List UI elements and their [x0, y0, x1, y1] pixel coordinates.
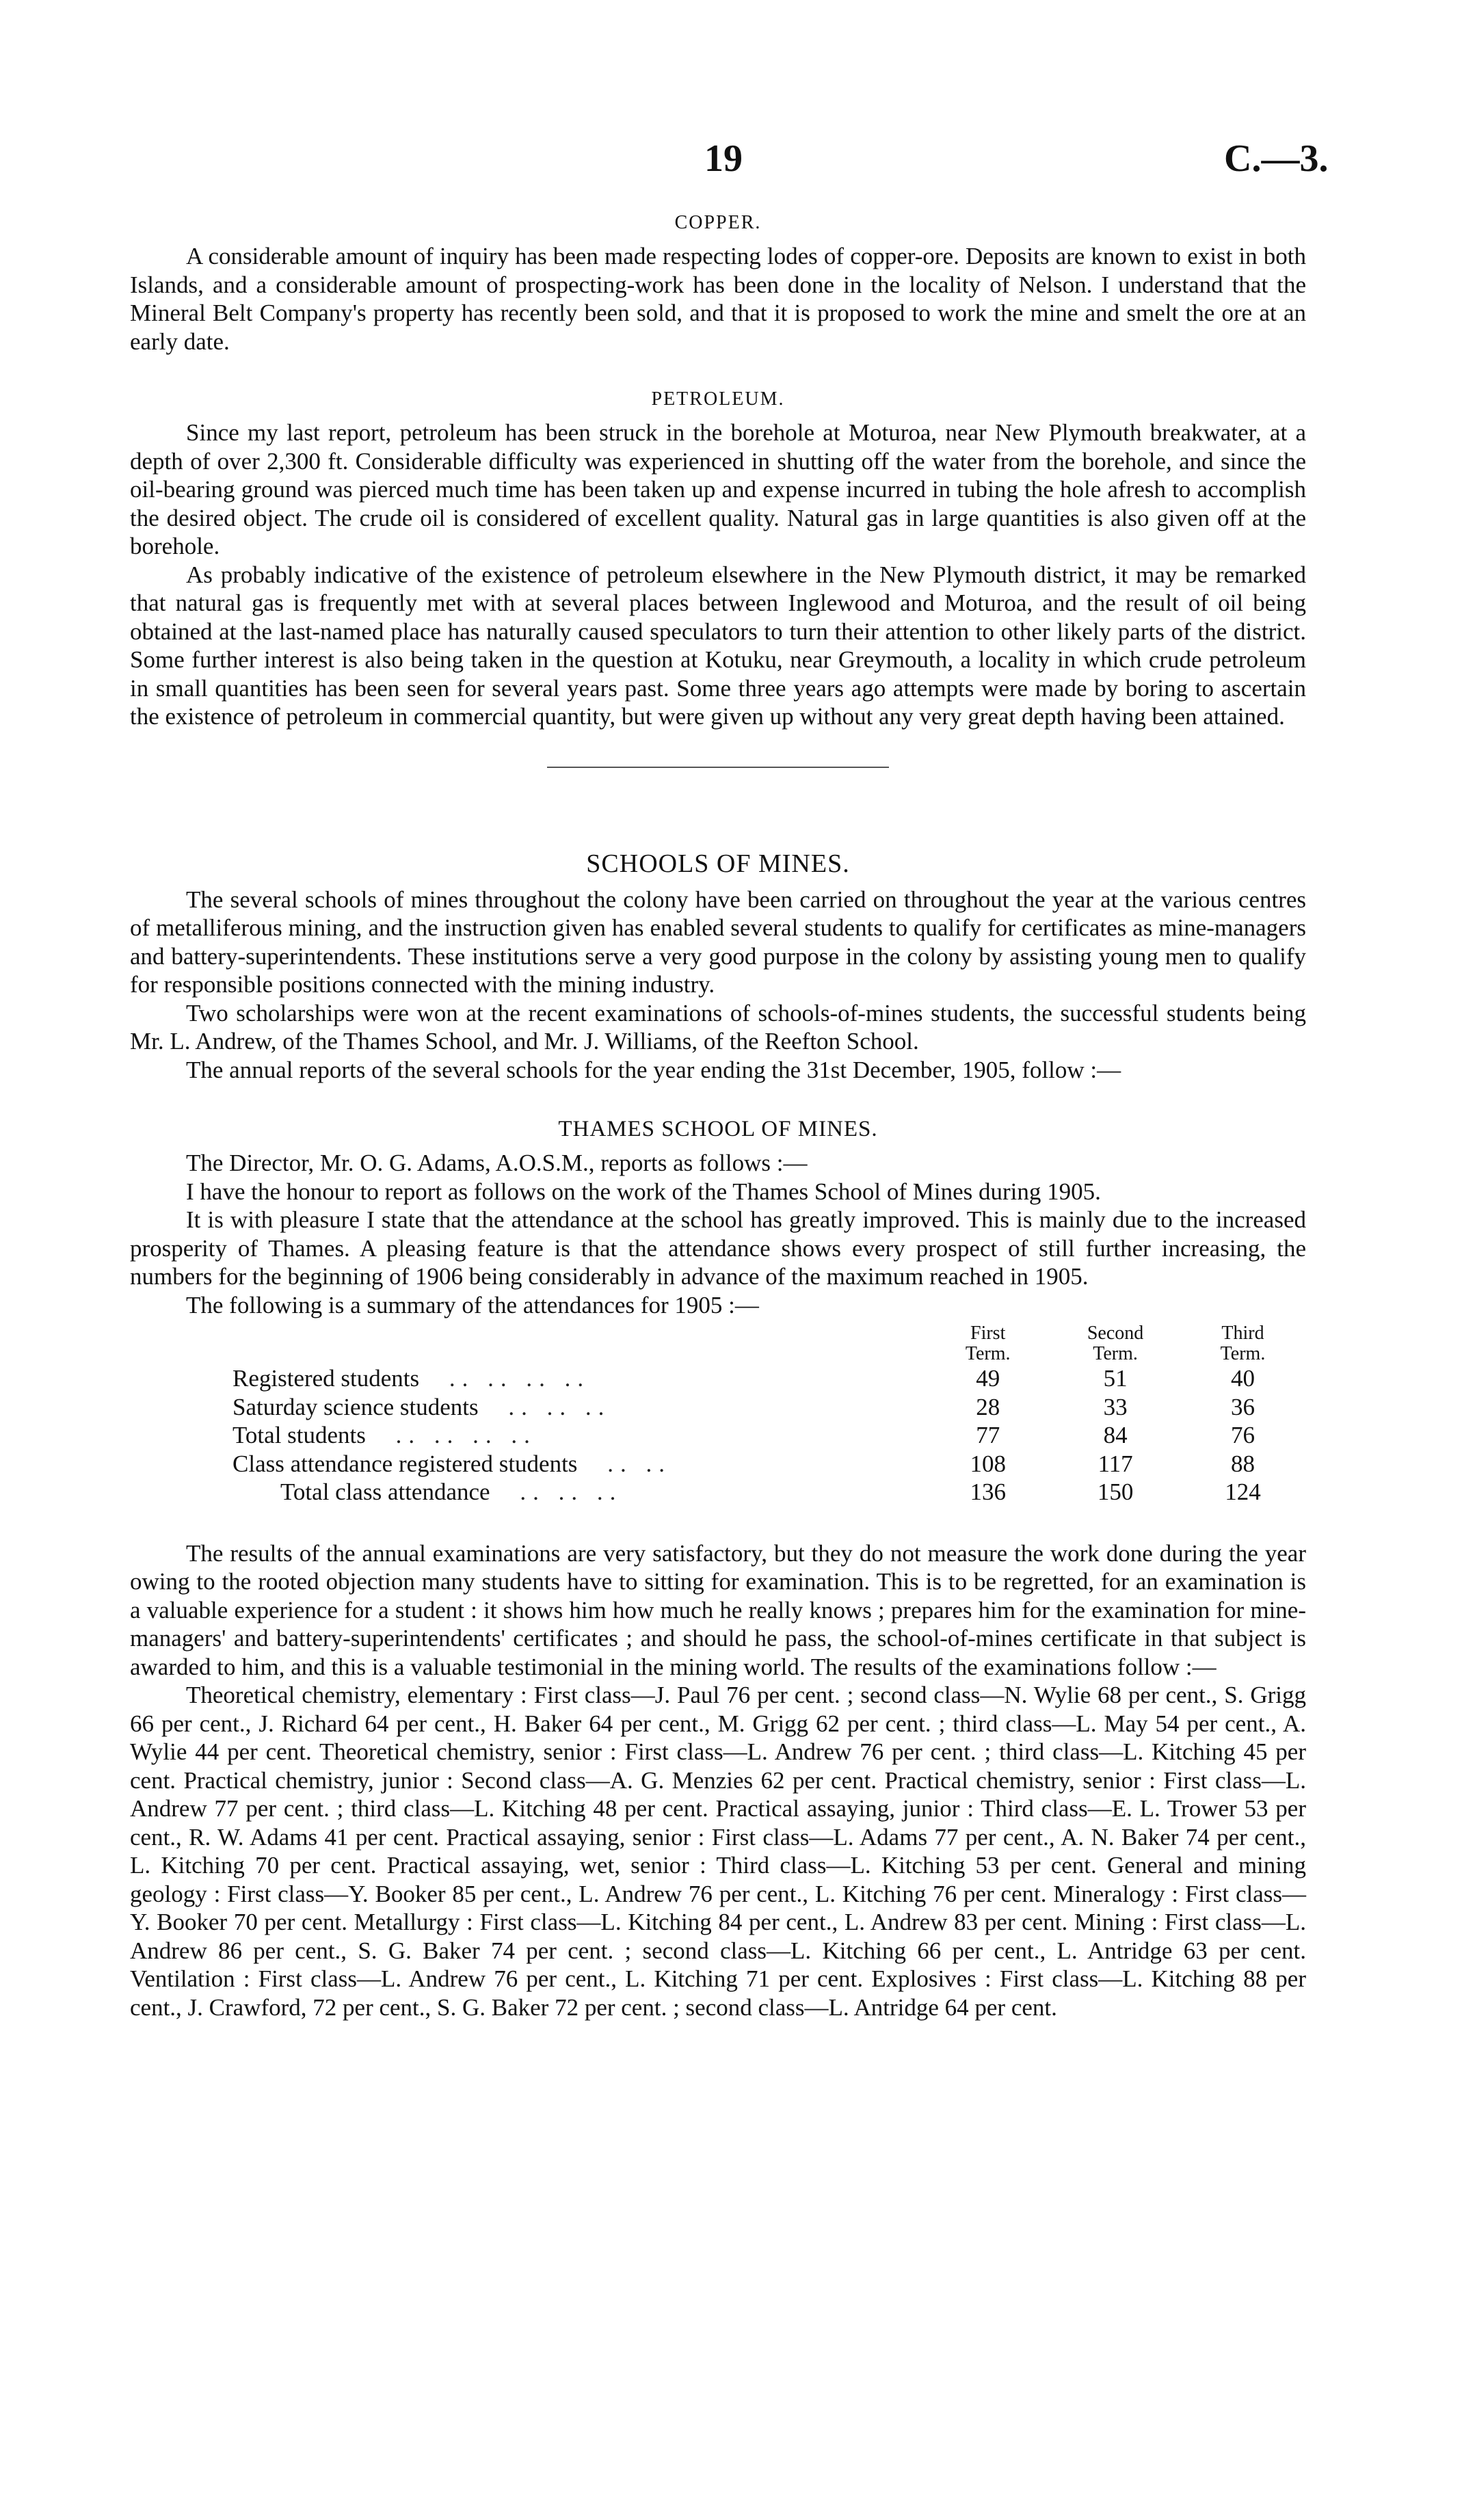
table-row: [232, 1421, 1306, 1450]
attendance-table: [232, 1323, 1306, 1507]
table-row: [232, 1450, 1306, 1478]
copper-section: [130, 212, 1306, 356]
row-label: Class attendance registered students .. ..: [232, 1450, 672, 1477]
table-cell: 84: [1103, 1422, 1128, 1448]
table-cell: 36: [1231, 1393, 1255, 1420]
table-cell: 108: [970, 1450, 1006, 1477]
copper-paragraph: A considerable amount of inquiry has been made respecting lodes of copper-ore. Deposits are known to exist in both Islands, and a considerable amount of prospecting-work has been done in the locality of Nelson. I understand that the Mineral Belt Company's property has recently been sold, and that it is proposed to work the mine and smelt the ore at an early date.: [130, 243, 1306, 355]
schools-paragraph-2: Two scholarships were won at the recent examinations of schools-of-mines students, the successful students being Mr. L. Andrew, of the Thames School, and Mr. J. Williams, of the Reefton School.: [130, 999, 1306, 1055]
table-cell: 76: [1231, 1422, 1255, 1448]
section-divider: [547, 767, 889, 768]
table-cell: 150: [1097, 1478, 1134, 1505]
table-cell: 77: [976, 1422, 1000, 1448]
thames-intro-1: The Director, Mr. O. G. Adams, A.O.S.M., reports as follows :—: [186, 1150, 808, 1176]
thames-intro-4: The following is a summary of the attendances for 1905 :—: [186, 1291, 759, 1318]
thames-results-paragraph-2: Theoretical chemistry, elementary : First class—J. Paul 76 per cent. ; second class—N. Wylie 68 per cent., S. Grigg 66 per cent., J. Richard 64 per cent., H. Baker 64 per cent., M. Grigg 62 per cent. ; third class—L. May 54 per cent., A. Wylie 44 per cent. Theoretical chemistry, senior : First class—L. Andrew 76 per cent. ; third class—L. Kitching 45 per cent. Practical chemistry, junior : Second class—A. G. Menzies 62 per cent. Practical chemistry, senior : First class—L. Andrew 77 per cent. ; third class—L. Kitching 48 per cent. Practical assaying, junior : Third class—E. L. Trower 53 per cent., R. W. Adams 41 per cent. Practical assaying, senior : First class—L. Adams 77 per cent., A. N. Baker 74 per cent., L. Kitching 70 per cent. Practical assaying, wet, senior : Third class—L. Kitching 53 per cent. General and mining geology : First class—Y. Booker 85 per cent., L. Andrew 76 per cent., L. Kitching 76 per cent. Mineralogy : First class—Y. Booker 70 per cent. Metallurgy : First class—L. Kitching 84 per cent., L. Andrew 83 per cent. Mining : First class—L. Andrew 86 per cent., S. G. Baker 74 per cent. ; second class—L. Kitching 66 per cent., L. Antridge 63 per cent. Ventilation : First class—L. Andrew 76 per cent., L. Kitching 71 per cent. Explosives : First class—L. Kitching 88 per cent., J. Crawford, 72 per cent., S. G. Baker 72 per cent. ; second class—L. Antridge 64 per cent.: [130, 1682, 1306, 2021]
column-header: First Term.: [965, 1323, 1011, 1364]
thames-intro-2: I have the honour to report as follows on the work of the Thames School of Mines during 1905.: [186, 1178, 1101, 1205]
table-cell: 40: [1231, 1365, 1255, 1392]
table-cell: 33: [1103, 1393, 1128, 1420]
petroleum-heading: PETROLEUM.: [651, 388, 785, 410]
row-label: Total students .. .. .. ..: [232, 1422, 537, 1448]
table-row-total: [232, 1478, 1306, 1507]
table-cell: 28: [976, 1393, 1000, 1420]
table-row: [232, 1393, 1306, 1422]
thames-intro-3: It is with pleasure I state that the attendance at the school has greatly improved. This is mainly due to the increased prosperity of Thames. A pleasing feature is that the attendance shows every prospect of still further increasing, the numbers for the beginning of 1906 being considerably in advance of the maximum reached in 1905.: [130, 1206, 1306, 1290]
table-header-row: [232, 1323, 1306, 1364]
petroleum-paragraph-1: Since my last report, petroleum has been struck in the borehole at Moturoa, near New Plymouth breakwater, at a depth of over 2,300 ft. Considerable difficulty was experienced in shutting off the water from the borehole, and since the oil-bearing ground was pierced much time has been taken up and expense incurred in tubing the hole afresh to accomplish the desired object. The crude oil is considered of excellent quality. Natural gas in large quantities is also given off at the borehole.: [130, 419, 1306, 559]
table-cell: 117: [1098, 1450, 1133, 1477]
attendance-table-wrap: [130, 1323, 1306, 1507]
table-cell: 136: [970, 1478, 1006, 1505]
schools-paragraph-3: The annual reports of the several schools for the year ending the 31st December, 1905, follow :—: [186, 1056, 1121, 1083]
petroleum-paragraph-2: As probably indicative of the existence of petroleum elsewhere in the New Plymouth district, it may be remarked that natural gas is frequently met with at several places between Inglewood and Moturoa, and the result of oil being obtained at the last-named place has naturally caused speculators to turn their attention to other likely parts of the district. Some further interest is also being taken in the question at Kotuku, near Greymouth, a locality in which crude petroleum in small quantities has been seen for several years past. Some three years ago attempts were made by boring to ascertain the existence of petroleum in commercial quantity, but were given up without any very great depth having been attained.: [130, 561, 1306, 730]
schools-paragraph-1: The several schools of mines throughout the colony have been carried on throughout the year at the various centres of metalliferous mining, and the instruction given has enabled several students to qualify for certificates as mine-managers and battery-superintendents. These institutions serve a very good purpose in the colony by assisting young men to qualify for responsible positions connected with the mining industry.: [130, 886, 1306, 998]
thames-heading: THAMES SCHOOL OF MINES.: [558, 1117, 878, 1141]
thames-results-paragraph-1: The results of the annual examinations are very satisfactory, but they do not measure the work done during the year owing to the rooted objection many students have to sitting for examination. This is to be regretted, for an examination is a valuable experience for a student : it shows him how much he really knows ; prepares him for the examination for mine-managers' and battery-superintendents' certificates ; and should he pass, the school-of-mines certificate in that subject is awarded to him, and this is a valuable testimonial in the mining world. The results of the examinations follow :—: [130, 1539, 1306, 1680]
table-row: [232, 1364, 1306, 1393]
column-header: Third Term.: [1220, 1323, 1266, 1364]
table-cell: 124: [1225, 1478, 1261, 1505]
petroleum-section: [130, 388, 1306, 731]
table-cell: 49: [976, 1365, 1000, 1392]
schools-heading: SCHOOLS OF MINES.: [586, 849, 850, 878]
copper-heading: COPPER.: [674, 212, 762, 233]
row-label: Saturday science students .. .. ..: [232, 1393, 611, 1420]
schools-section: [130, 849, 1306, 1085]
row-label: Total class attendance .. .. ..: [280, 1478, 623, 1505]
row-label: Registered students .. .. .. ..: [232, 1365, 591, 1392]
column-header: Second Term.: [1087, 1323, 1144, 1364]
page-number: 19: [704, 137, 743, 180]
thames-section: [130, 1117, 1306, 2021]
page-content: [130, 212, 1306, 2021]
document-reference: C.—3.: [1224, 137, 1329, 180]
table-cell: 51: [1103, 1365, 1128, 1392]
table-cell: 88: [1231, 1450, 1255, 1477]
